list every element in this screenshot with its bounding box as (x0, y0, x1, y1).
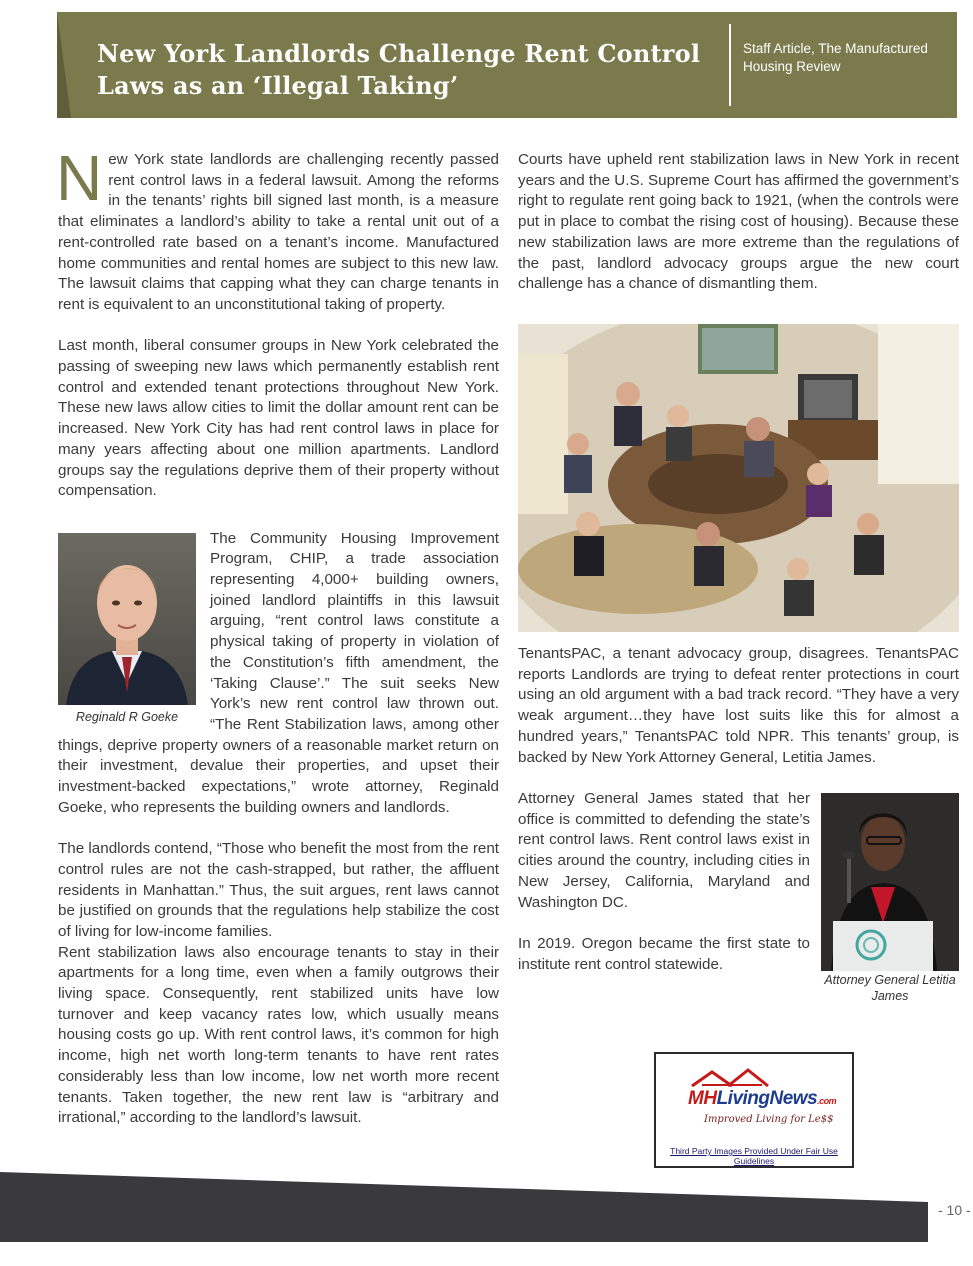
paragraph-celebration: Last month, liberal consumer groups in New York celebrated the passing of sweeping new laws which permanently establish rent control and extended tenant protections throughout New York. These new laws allow cities to limit the dollar amount rent can be increased. New York City has had rent control laws in place for many years affecting about one million apartments. Landlord groups say the regulations deprive them of their property without compensation. (58, 337, 499, 500)
right-column-lower (518, 789, 810, 975)
left-column (56, 142, 499, 1129)
tenants-gathering-photo (518, 324, 959, 632)
footer-bar (0, 1172, 928, 1242)
header-divider (729, 24, 731, 106)
article-title: New York Landlords Challenge Rent Control Laws as an ‘Illegal Taking’ (97, 39, 701, 100)
fair-use-note[interactable]: Third Party Images Provided Under Fair Use Guidelines (670, 1146, 838, 1166)
drop-cap: N (56, 142, 103, 214)
right-column-middle (518, 644, 959, 768)
paragraph-courts: Courts have upheld rent stabilization laws in New York in recent years and the U.S. Supreme Court has affirmed the government’s right to regulate rent going back to 1921, (when the controls were put in place to combat the rising cost of housing). Because these new stabilization laws are more extreme than the regulations of the past, landlord advocacy groups argue the new court challenge has a chance of dismantling them. (518, 151, 959, 293)
article-header-banner (57, 12, 957, 118)
goeke-caption: Reginald R Goeke (75, 709, 179, 724)
fisheye-room-image (518, 324, 959, 632)
james-portrait (821, 793, 959, 971)
logo-tagline: Improved Living for Le$$ (704, 1114, 834, 1125)
logo-brand: LivingNews (716, 1088, 818, 1109)
banner-notch (57, 12, 71, 118)
mhlivingnews-logo-box[interactable] (654, 1052, 854, 1168)
paragraph-tenantspac: TenantsPAC, a tenant advocacy group, disagrees. TenantsPAC reports Landlords are trying to defeat renter protections in court using an old argument with a bad track record. “They have a very weak argument…they have lost suits like this for almost a hundred years,” TenantsPAC told NPR. This tenants’ group, is backed by New York Attorney General, Letitia James. (518, 645, 959, 766)
goeke-photo-figure (58, 533, 196, 723)
goeke-portrait (58, 533, 196, 705)
paragraph-intro: ew York state landlords are challenging recently passed rent control laws in a federal lawsuit. Among the reforms in the tenants’ rights bill signed last month, is a measure that eliminates a landlord’s ability to take a rental unit out of a rent-controlled rate based on a tenant’s income. Manufactured home communities and rental homes are subject to this new law. The lawsuit claims that capping what they can charge tenants in rent is equivalent to an unconstitutional taking of property. (58, 151, 499, 313)
paragraph-attorney-general: Attorney General James stated that her office is committed to defending the state’s rent control laws. Rent control laws exist in cities around the country, including cities in New Jersey, California, Maryland and Washington DC. (518, 790, 810, 911)
article-byline: Staff Article, The Manufactured Housing Review (743, 41, 928, 74)
paragraph-landlords-contend: The landlords contend, “Those who benefit the most from the rent control rules are not the cash-strapped, but rather, the affluent residents in Manhattan.” Thus, the suit argues, rent laws cannot be justified on grounds that the regulations help stabilize the cost of living for low-income families. (58, 840, 499, 940)
right-column-top (518, 150, 959, 295)
paragraph-stabilization: Rent stabilization laws also encourage tenants to stay in their apartments for a long time, even when a family outgrows their living space. Consequently, rent stabilized units have low turnover and keep vacancy rates low, which usually means housing costs go up. With rent control laws, it’s common for high income, high net worth long-term tenants to have rent rates considerably less than low income, low net worth more recent tenants. Taken together, the new rent law is “arbitrary and irrational,” according to the landlord’s lawsuit. (58, 943, 499, 1127)
james-caption: Attorney General Letitia James (824, 973, 956, 1003)
logo-wordmark (688, 1088, 836, 1110)
logo-com: .com (817, 1096, 837, 1106)
logo-mh: MH (688, 1088, 717, 1109)
paragraph-oregon: In 2019. Oregon became the first state to institute rent control statewide. (518, 934, 810, 973)
james-photo (821, 793, 959, 971)
logo-artwork (664, 1064, 846, 1136)
paragraph-chip: The Community Housing Improvement Program, CHIP, a trade association representing 4,000+ building owners, joined landlord plaintiffs in this lawsuit arguing, “rent control laws constitute a physical taking of property in violation of the Constitution’s fifth amendment, the ‘Taking Clause’.” The suit seeks New York’s new rent control law thrown out. “The Rent Stabilization laws, among other things, deprive property owners of a reasonable market return on their investment, devalue their properties, and upset their investment-backed expectations,” wrote attorney, Reginald Goeke, who represents the building owners and landlords. (58, 529, 499, 816)
page-number: - 10 - (938, 1202, 971, 1218)
